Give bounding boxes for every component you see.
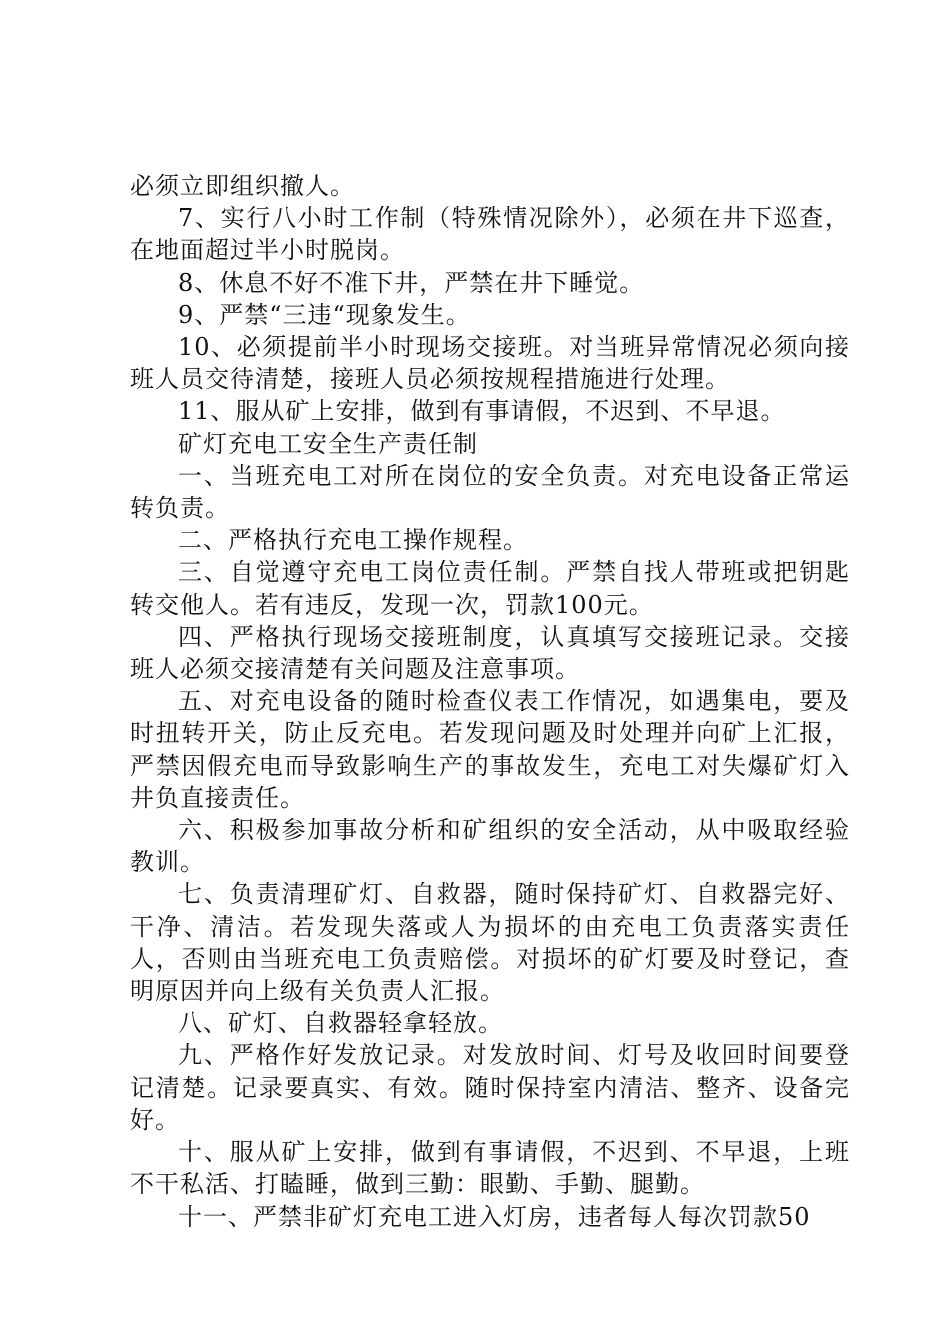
paragraph-item-1: 一、当班充电工对所在岗位的安全负责。对充电设备正常运转负责。 <box>130 461 850 523</box>
paragraph-item-6: 六、积极参加事故分析和矿组织的安全活动，从中吸取经验教训。 <box>130 816 850 877</box>
paragraph-item-4: 四、严格执行现场交接班制度，认真填写交接班记录。交接班人必须交接清楚有关问题及注意事项。 <box>130 622 850 684</box>
paragraph-rule-11: 11、服从矿上安排，做到有事请假，不迟到、不早退。 <box>178 397 786 426</box>
paragraph-item-8: 八、矿灯、自救器轻拿轻放。 <box>178 1009 503 1038</box>
paragraph-item-11: 十一、严禁非矿灯充电工进入灯房，违者每人每次罚款50 <box>178 1202 811 1231</box>
paragraph-item-2: 二、严格执行充电工操作规程。 <box>178 526 528 555</box>
paragraph-item-3: 三、自觉遵守充电工岗位责任制。严禁自找人带班或把钥匙转交他人。若有违反，发现一次，罚款100元。 <box>130 558 850 619</box>
paragraph-item-9: 九、严格作好发放记录。对发放时间、灯号及收回时间要登记清楚。记录要真实、有效。随时保持室内清洁、整齐、设备完好。 <box>130 1041 850 1134</box>
paragraph-rule-9: 9、严禁“三违“现象发生。 <box>178 300 471 329</box>
paragraph-item-5: 五、对充电设备的随时检查仪表工作情况，如遇集电，要及时扭转开关，防止反充电。若发现问题及时处理并向矿上汇报，严禁因假充电而导致影响生产的事故发生，充电工对失爆矿灯入井负直接责任。 <box>130 687 850 812</box>
paragraph-item-7: 七、负责清理矿灯、自救器，随时保持矿灯、自救器完好、干净、清洁。若发现失落或人为损坏的由充电工负责落实责任人，否则由当班充电工负责赔偿。对损坏的矿灯要及时登记，查明原因并向上级有关负责人汇报。 <box>130 880 850 1006</box>
document-body <box>130 170 850 1233</box>
section-heading: 矿灯充电工安全生产责任制 <box>178 429 478 458</box>
paragraph-rule-10: 10、必须提前半小时现场交接班。对当班异常情况必须向接班人员交待清楚，接班人员必须按规程措施进行处理。 <box>130 333 850 394</box>
paragraph-continuation: 必须立即组织撤人。 <box>130 172 355 200</box>
paragraph-item-10: 十、服从矿上安排，做到有事请假，不迟到、不早退，上班不干私活、打瞌睡，做到三勤：眼勤、手勤、腿勤。 <box>130 1138 850 1199</box>
paragraph-rule-7: 7、实行八小时工作制（特殊情况除外），必须在井下巡查，在地面超过半小时脱岗。 <box>130 204 850 265</box>
paragraph-rule-8: 8、休息不好不准下井，严禁在井下睡觉。 <box>178 268 645 297</box>
